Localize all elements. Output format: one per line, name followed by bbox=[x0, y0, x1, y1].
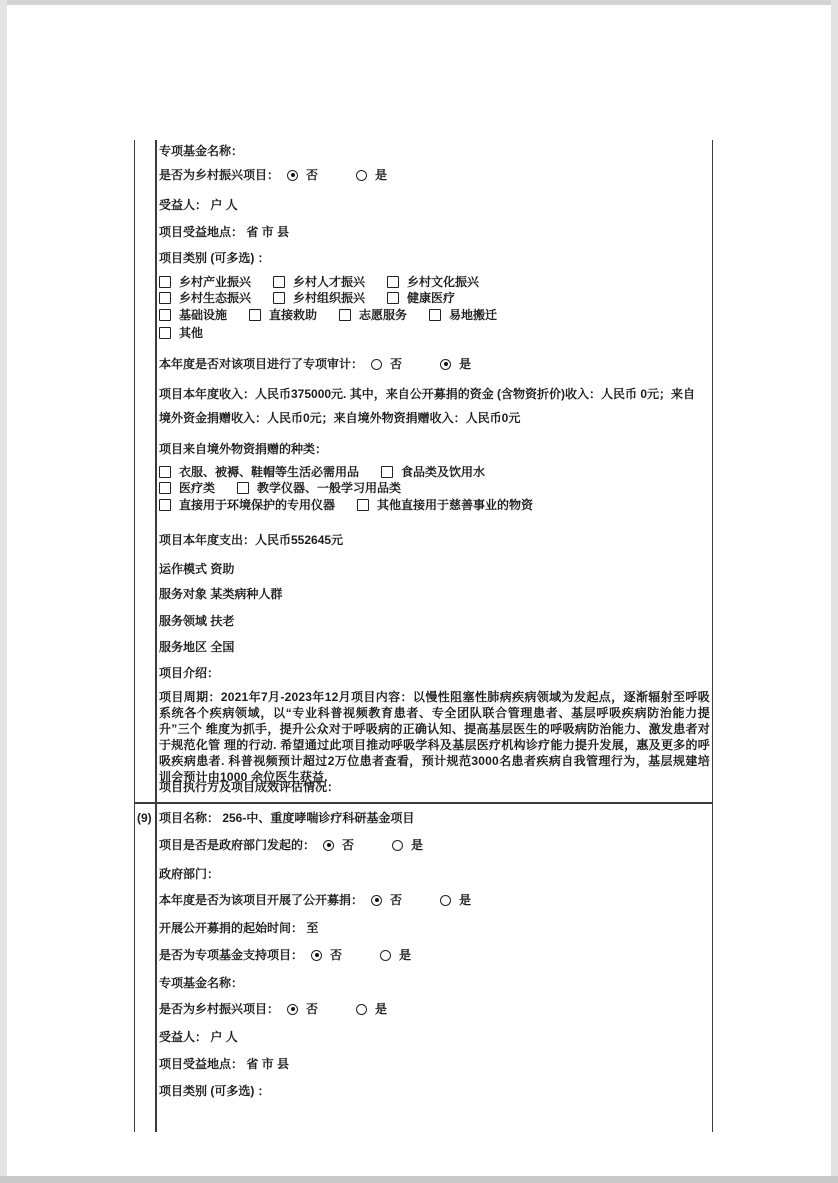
question-special-fund-support bbox=[159, 948, 704, 962]
question-government-initiated bbox=[159, 838, 704, 852]
radio-unselected-icon bbox=[440, 895, 451, 906]
page-left-edge bbox=[0, 0, 7, 1183]
radio-option bbox=[440, 893, 471, 907]
field-fundraising-time: 开展公开募捐的起始时间： 至 bbox=[159, 921, 319, 935]
radio-option bbox=[392, 838, 423, 852]
field-beneficiary: 受益人： 户 人 bbox=[159, 198, 238, 212]
checkbox-unchecked-icon bbox=[159, 482, 171, 494]
checkbox-option bbox=[237, 481, 401, 495]
checkbox-option bbox=[387, 275, 479, 289]
page-bottom-edge bbox=[0, 1176, 838, 1183]
radio-option-label: 是 bbox=[459, 893, 472, 907]
field-special-fund-name: 专项基金名称： bbox=[159, 144, 244, 158]
field-service-area: 服务地区 全国 bbox=[159, 640, 235, 654]
field-special-fund-name-b: 专项基金名称： bbox=[159, 976, 244, 990]
radio-option-label: 否 bbox=[390, 357, 403, 371]
radio-option bbox=[356, 1002, 387, 1016]
checkbox-option-label: 其他直接用于慈善事业的物资 bbox=[377, 498, 534, 512]
checkbox-option-label: 医疗类 bbox=[179, 481, 216, 495]
checkbox-option-label: 乡村组织振兴 bbox=[293, 291, 366, 305]
radio-option-label: 是 bbox=[399, 948, 412, 962]
field-service-field: 服务领域 扶老 bbox=[159, 614, 235, 628]
checkbox-unchecked-icon bbox=[381, 466, 393, 478]
question-label: 是否为乡村振兴项目： bbox=[159, 1002, 280, 1016]
radio-option-label: 是 bbox=[411, 838, 424, 852]
checkbox-option bbox=[159, 275, 251, 289]
section-divider-line bbox=[135, 802, 712, 804]
field-benefit-location: 项目受益地点： 省 市 县 bbox=[159, 225, 290, 239]
checkbox-option-label: 直接救助 bbox=[269, 308, 318, 322]
field-expense: 项目本年度支出：人民币552645元 bbox=[159, 533, 344, 547]
field-overseas-materials-label: 项目来自境外物资捐赠的种类： bbox=[159, 442, 328, 456]
checkbox-unchecked-icon bbox=[387, 292, 399, 304]
field-government-department: 政府部门： bbox=[159, 867, 220, 881]
radio-option-label: 否 bbox=[306, 168, 319, 182]
radio-option bbox=[371, 357, 402, 371]
radio-unselected-icon bbox=[392, 840, 403, 851]
question-label: 是否为专项基金支持项目： bbox=[159, 948, 304, 962]
checkbox-unchecked-icon bbox=[273, 276, 285, 288]
radio-option-label: 否 bbox=[306, 1002, 319, 1016]
checkbox-option bbox=[357, 498, 533, 512]
checkbox-option bbox=[429, 308, 497, 322]
question-label: 本年度是否对该项目进行了专项审计： bbox=[159, 357, 364, 371]
checkbox-option bbox=[159, 308, 227, 322]
form-table bbox=[134, 140, 713, 1132]
checkbox-unchecked-icon bbox=[159, 292, 171, 304]
category-checkbox-row-1 bbox=[159, 275, 704, 289]
checkbox-unchecked-icon bbox=[339, 309, 351, 321]
radio-option-label: 否 bbox=[390, 893, 403, 907]
checkbox-option-label: 衣服、被褥、鞋帽等生活必需用品 bbox=[179, 465, 360, 479]
field-category-label-b: 项目类别 (可多选) ： bbox=[159, 1084, 270, 1098]
radio-selected-icon bbox=[287, 1004, 298, 1015]
field-operation-mode: 运作模式 资助 bbox=[159, 562, 235, 576]
field-income-line1: 项目本年度收入：人民币375000元. 其中，来自公开募捐的资金 (含物资折价)收入：人民币 0元；来自 bbox=[159, 387, 696, 401]
radio-option-label: 否 bbox=[342, 838, 355, 852]
checkbox-option bbox=[273, 291, 365, 305]
materials-checkbox-row-1 bbox=[159, 465, 704, 479]
checkbox-option bbox=[159, 481, 215, 495]
question-special-audit bbox=[159, 357, 704, 371]
question-public-fundraising bbox=[159, 893, 704, 907]
checkbox-option bbox=[339, 308, 407, 322]
checkbox-option-label: 食品类及饮用水 bbox=[401, 465, 486, 479]
checkbox-unchecked-icon bbox=[273, 292, 285, 304]
radio-unselected-icon bbox=[371, 359, 382, 370]
radio-option bbox=[323, 838, 354, 852]
checkbox-option-label: 基础设施 bbox=[179, 308, 228, 322]
radio-selected-icon bbox=[371, 895, 382, 906]
radio-option bbox=[380, 948, 411, 962]
checkbox-unchecked-icon bbox=[249, 309, 261, 321]
checkbox-unchecked-icon bbox=[159, 276, 171, 288]
field-benefit-location-b: 项目受益地点： 省 市 县 bbox=[159, 1057, 290, 1071]
field-intro-label: 项目介绍： bbox=[159, 666, 220, 680]
checkbox-option-label: 教学仪器、一般学习用品类 bbox=[257, 481, 402, 495]
radio-option bbox=[371, 893, 402, 907]
checkbox-unchecked-icon bbox=[357, 499, 369, 511]
field-executor-label: 项目执行方及项目成效评估情况： bbox=[159, 780, 340, 794]
checkbox-unchecked-icon bbox=[387, 276, 399, 288]
page-right-edge bbox=[831, 0, 838, 1183]
radio-option bbox=[311, 948, 342, 962]
checkbox-option-label: 其他 bbox=[179, 326, 204, 340]
checkbox-option bbox=[159, 291, 251, 305]
question-label: 项目是否是政府部门发起的： bbox=[159, 838, 316, 852]
radio-option bbox=[287, 1002, 318, 1016]
checkbox-unchecked-icon bbox=[237, 482, 249, 494]
checkbox-unchecked-icon bbox=[159, 327, 171, 339]
radio-unselected-icon bbox=[356, 170, 367, 181]
checkbox-option bbox=[381, 465, 485, 479]
field-project-name: 项目名称： 256-中、重度哮喘诊疗科研基金项目 bbox=[159, 811, 415, 825]
radio-unselected-icon bbox=[380, 950, 391, 961]
field-beneficiary-b: 受益人： 户 人 bbox=[159, 1030, 238, 1044]
checkbox-option bbox=[159, 498, 335, 512]
radio-option-label: 是 bbox=[375, 1002, 388, 1016]
materials-checkbox-row-2 bbox=[159, 481, 704, 495]
question-label: 是否为乡村振兴项目： bbox=[159, 168, 280, 182]
checkbox-option-label: 易地搬迁 bbox=[449, 308, 498, 322]
checkbox-option-label: 志愿服务 bbox=[359, 308, 408, 322]
radio-selected-icon bbox=[323, 840, 334, 851]
radio-option-label: 是 bbox=[375, 168, 388, 182]
radio-option bbox=[356, 168, 387, 182]
page-top-edge bbox=[0, 0, 838, 5]
radio-selected-icon bbox=[311, 950, 322, 961]
radio-selected-icon bbox=[440, 359, 451, 370]
checkbox-option bbox=[159, 326, 203, 340]
field-category-label: 项目类别 (可多选) ： bbox=[159, 251, 270, 265]
project-intro-paragraph: 项目周期：2021年7月-2023年12月项目内容：以慢性阻塞性肺病疾病领域为发起点，逐渐辐射至呼吸系统各个疾病领域，以“专业科普视频教育患者、专全团队联合管理患者、基层呼吸疾病防治能力提升”三个 维度为抓手，提升公众对于呼吸病的正确认知、提高基层医生的呼吸病防治能力、激发患者对于规范化管 理的行动. 希望通过此项目推动呼吸学科及基层医疗机构诊疗能力提升发展，惠及更多的呼吸疾病患者. 科普视频预计超过2万位患者查看，预计规范3000名患者疾病自我管理行为，基层规建培训会预计由1000 余位医生获益. bbox=[159, 690, 710, 784]
question-rural-revitalization-b bbox=[159, 1002, 704, 1016]
checkbox-option-label: 乡村人才振兴 bbox=[293, 275, 366, 289]
question-label: 本年度是否为该项目开展了公开募捐： bbox=[159, 893, 364, 907]
category-checkbox-row-2 bbox=[159, 291, 704, 305]
radio-option-label: 否 bbox=[330, 948, 343, 962]
category-checkbox-row-3 bbox=[159, 308, 704, 322]
checkbox-option-label: 健康医疗 bbox=[407, 291, 456, 305]
checkbox-unchecked-icon bbox=[429, 309, 441, 321]
checkbox-option-label: 乡村产业振兴 bbox=[179, 275, 252, 289]
checkbox-option bbox=[249, 308, 317, 322]
field-income-line2: 境外资金捐赠收入：人民币0元；来自境外物资捐赠收入：人民币0元 bbox=[159, 411, 521, 425]
entry-number: (9) bbox=[137, 811, 152, 825]
checkbox-option bbox=[273, 275, 365, 289]
field-service-target: 服务对象 某类病种人群 bbox=[159, 587, 283, 601]
checkbox-unchecked-icon bbox=[159, 499, 171, 511]
radio-option-label: 是 bbox=[459, 357, 472, 371]
checkbox-unchecked-icon bbox=[159, 466, 171, 478]
checkbox-option-label: 乡村文化振兴 bbox=[407, 275, 480, 289]
materials-checkbox-row-3 bbox=[159, 498, 704, 512]
radio-selected-icon bbox=[287, 170, 298, 181]
radio-option bbox=[440, 357, 471, 371]
checkbox-unchecked-icon bbox=[159, 309, 171, 321]
checkbox-option-label: 直接用于环境保护的专用仪器 bbox=[179, 498, 336, 512]
checkbox-option-label: 乡村生态振兴 bbox=[179, 291, 252, 305]
category-checkbox-row-4 bbox=[159, 326, 704, 340]
checkbox-option bbox=[387, 291, 455, 305]
number-column-divider bbox=[155, 140, 157, 1132]
checkbox-option bbox=[159, 465, 359, 479]
radio-unselected-icon bbox=[356, 1004, 367, 1015]
question-rural-revitalization bbox=[159, 168, 704, 182]
radio-option bbox=[287, 168, 318, 182]
